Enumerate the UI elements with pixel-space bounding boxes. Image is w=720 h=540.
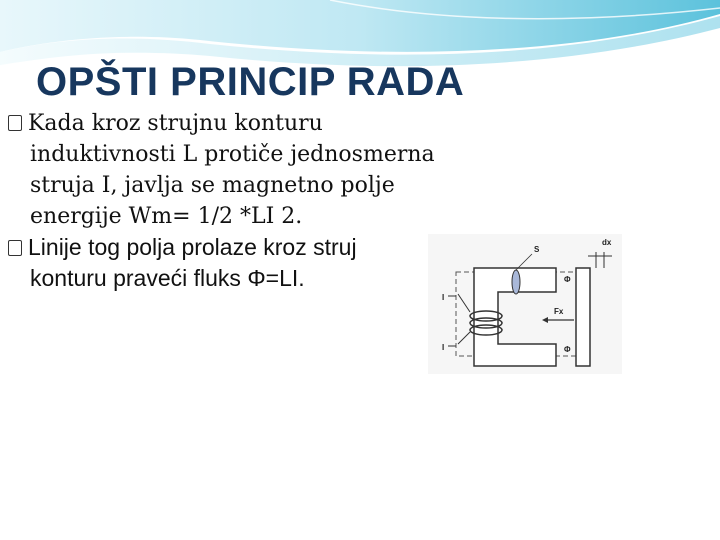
s-marker (512, 270, 520, 294)
bullet-1-line-3: struja I, javlja se magnetno polje (30, 173, 395, 198)
label-fx: Fx (554, 307, 564, 316)
label-i-left: I (442, 293, 445, 302)
slide-body (8, 108, 478, 294)
bullet-paragraph-1 (8, 108, 478, 232)
bullet-2-line-1: Linije tog polja prolaze kroz struj (28, 234, 357, 260)
label-phi-top: Φ (564, 275, 571, 284)
bullet-2-line-2: konturu praveći fluks Φ=LI. (30, 265, 305, 291)
bullet-1-line-2: induktivnosti L protiče jednosmerna (30, 142, 435, 167)
bullet-paragraph-2 (8, 232, 478, 294)
label-dx: dx (602, 238, 612, 247)
slide-title: OPŠTI PRINCIP RADA (36, 60, 465, 104)
bullet-1-line-1: Kada kroz strujnu konturu (28, 111, 323, 136)
unknown-glyph-box-icon (8, 115, 22, 131)
label-phi-bottom: Φ (564, 345, 571, 354)
armature (576, 268, 590, 366)
electromagnet-diagram (428, 234, 622, 374)
unknown-glyph-box-icon (8, 240, 22, 256)
label-s: S (534, 245, 540, 254)
label-i-bottom: I (442, 343, 445, 352)
bullet-1-line-4: energije Wm= 1/2 *LI 2. (30, 204, 303, 229)
